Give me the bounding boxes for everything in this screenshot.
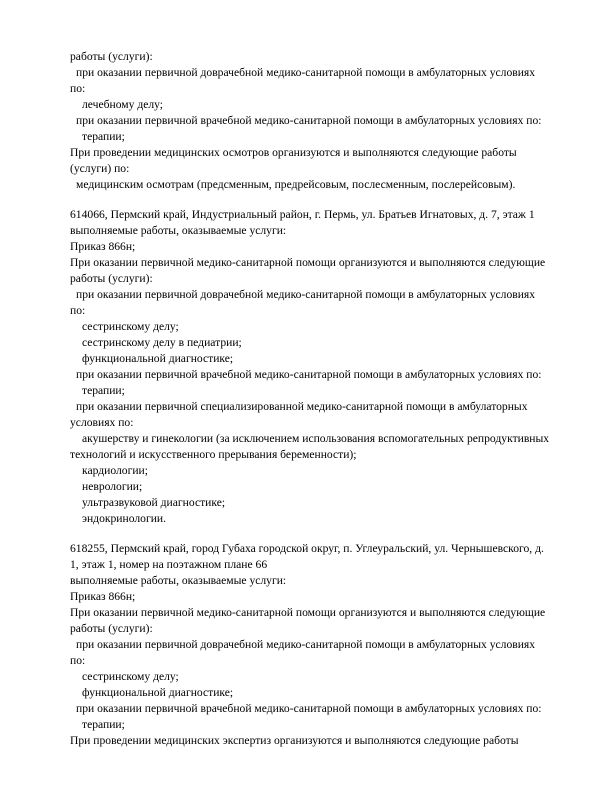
text-line: сестринскому делу; (82, 670, 179, 683)
text-line: При оказании первичной медико-санитарной помощи организуются и выполняются следующие (70, 256, 546, 269)
text-line: при оказании первичной врачебной медико-санитарной помощи в амбулаторных условиях по: (76, 368, 542, 381)
text-line: Приказ 866н; (70, 590, 136, 603)
text-line: при оказании первичной доврачебной медико-санитарной помощи в амбулаторных условиях (76, 288, 536, 301)
text-line: при оказании первичной врачебной медико-санитарной помощи в амбулаторных условиях по: (76, 114, 542, 127)
text-line: При оказании первичной медико-санитарной помощи организуются и выполняются следующие (70, 606, 546, 619)
text-line: при оказании первичной специализированной медико-санитарной помощи в амбулаторных (76, 400, 528, 413)
address-line: 618255, Пермский край, город Губаха городской округ, п. Углеуральский, ул. Чернышевского, д. (70, 542, 544, 555)
text-line: по: (70, 654, 86, 667)
address-line: 614066, Пермский край, Индустриальный район, г. Пермь, ул. Братьев Игнатовых, д. 7, этаж 1 (70, 208, 535, 221)
text-line: по: (70, 82, 86, 95)
text-line: 1, этаж 1, номер на поэтажном плане 66 (70, 558, 268, 571)
text-line: сестринскому делу в педиатрии; (82, 336, 242, 349)
text-line: эндокринологии. (82, 512, 167, 525)
text-line: работы (услуги): (70, 50, 153, 63)
text-line: функциональной диагностике; (82, 352, 234, 365)
text-line: лечебному делу; (82, 98, 164, 111)
text-line: (услуги) по: (70, 162, 130, 175)
text-line: ультразвуковой диагностике; (82, 496, 226, 509)
text-line: терапии; (82, 384, 125, 397)
text-line: При проведении медицинских осмотров организуются и выполняются следующие работы (70, 146, 517, 159)
text-line: при оказании первичной доврачебной медико-санитарной помощи в амбулаторных условиях (76, 638, 536, 651)
text-line: выполняемые работы, оказываемые услуги: (70, 224, 287, 237)
text-line: при оказании первичной врачебной медико-санитарной помощи в амбулаторных условиях по: (76, 702, 542, 715)
text-line: Приказ 866н; (70, 240, 136, 253)
text-line: акушерству и гинекологии (за исключением использования вспомогательных репродуктивных (82, 432, 550, 445)
text-line: функциональной диагностике; (82, 686, 234, 699)
text-line: медицинским осмотрам (предсменным, предрейсовым, послесменным, послерейсовым). (76, 178, 516, 191)
text-line: выполняемые работы, оказываемые услуги: (70, 574, 287, 587)
text-line: технологий и искусственного прерывания беременности); (70, 448, 357, 461)
text-line: неврологии; (82, 480, 143, 493)
text-line: терапии; (82, 130, 125, 143)
text-line: терапии; (82, 718, 125, 731)
text-line: кардиологии; (82, 464, 148, 477)
text-line: При проведении медицинских экспертиз организуются и выполняются следующие работы (70, 734, 519, 747)
text-line: сестринскому делу; (82, 320, 179, 333)
text-line: при оказании первичной доврачебной медико-санитарной помощи в амбулаторных условиях (76, 66, 536, 79)
text-line: условиях по: (70, 416, 134, 429)
text-line: по: (70, 304, 86, 317)
text-line: работы (услуги): (70, 622, 153, 635)
text-line: работы (услуги): (70, 272, 153, 285)
